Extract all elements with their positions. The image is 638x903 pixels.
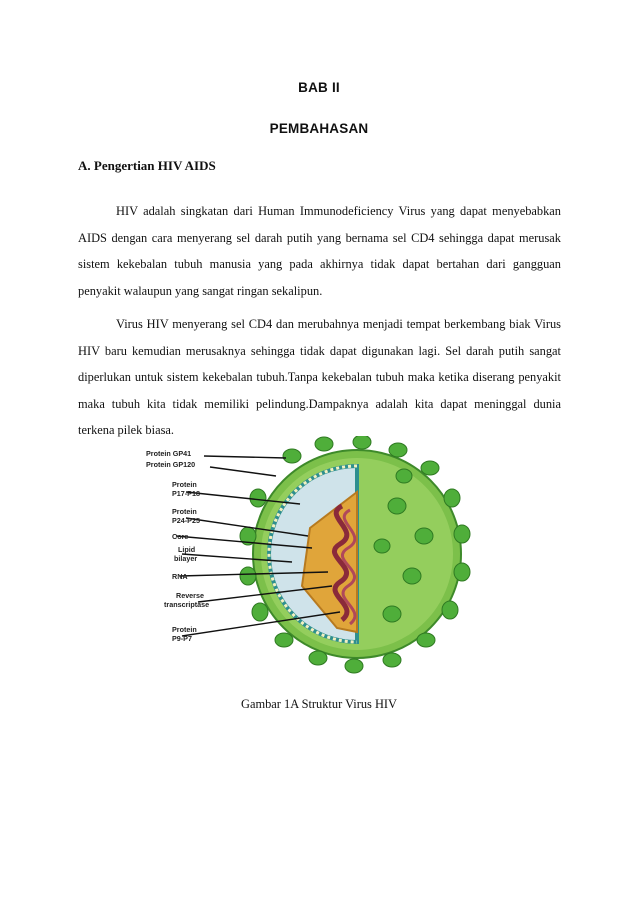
section-heading: A. Pengertian HIV AIDS [78, 158, 216, 173]
hiv-structure-figure [142, 436, 496, 680]
label-p17-a: Protein [172, 480, 197, 489]
label-p9-b: P9-P7 [172, 634, 192, 643]
chapter-title: PEMBAHASAN [269, 121, 369, 136]
label-lipid-b: bilayer [174, 554, 198, 563]
paragraph-1 [78, 198, 561, 304]
paragraph-2 [78, 311, 561, 444]
label-lipid-a: Lipid [178, 545, 196, 554]
label-p17-b: P17-P18 [172, 489, 200, 498]
label-gp120: Protein GP120 [146, 460, 196, 469]
chapter-heading: BAB II [298, 80, 340, 95]
paragraph-2-text: Virus HIV menyerang sel CD4 dan merubahnya menjadi tempat berkembang biak Virus HIV baru kemudian merusaknya sehingga tidak dapat digunakan lagi. Sel darah putih sangat diperlukan untuk sistem kekebalan tubuh.Tanpa kekebalan tubuh maka ketika diserang penyakit maka tubuh kita tidak memiliki pelindung.Dampaknya adalah kita dapat meninggal dunia terkena pilek biasa. [78, 317, 561, 437]
hiv-structure-diagram [142, 436, 496, 680]
paragraph-1-text: HIV adalah singkatan dari Human Immunodeficiency Virus yang dapat menyebabkan AIDS dengan cara menyerang sel darah putih yang bernama sel CD4 sehingga dapat merusak sistem kekebalan tubuh manusia yang pada akhirnya tidak dapat bertahan dari gangguan penyakit walaupun yang sangat ringan sekalipun. [78, 204, 561, 298]
figure-caption: Gambar 1A Struktur Virus HIV [241, 697, 397, 711]
label-core: Core [172, 532, 189, 541]
label-rt-a: Reverse [176, 591, 204, 600]
label-gp41: Protein GP41 [146, 449, 192, 458]
label-rna: RNA [172, 572, 188, 581]
label-p24-b: P24-P25 [172, 516, 200, 525]
label-p24-a: Protein [172, 507, 197, 516]
label-p9-a: Protein [172, 625, 197, 634]
label-rt-b: transcriptase [164, 600, 210, 609]
